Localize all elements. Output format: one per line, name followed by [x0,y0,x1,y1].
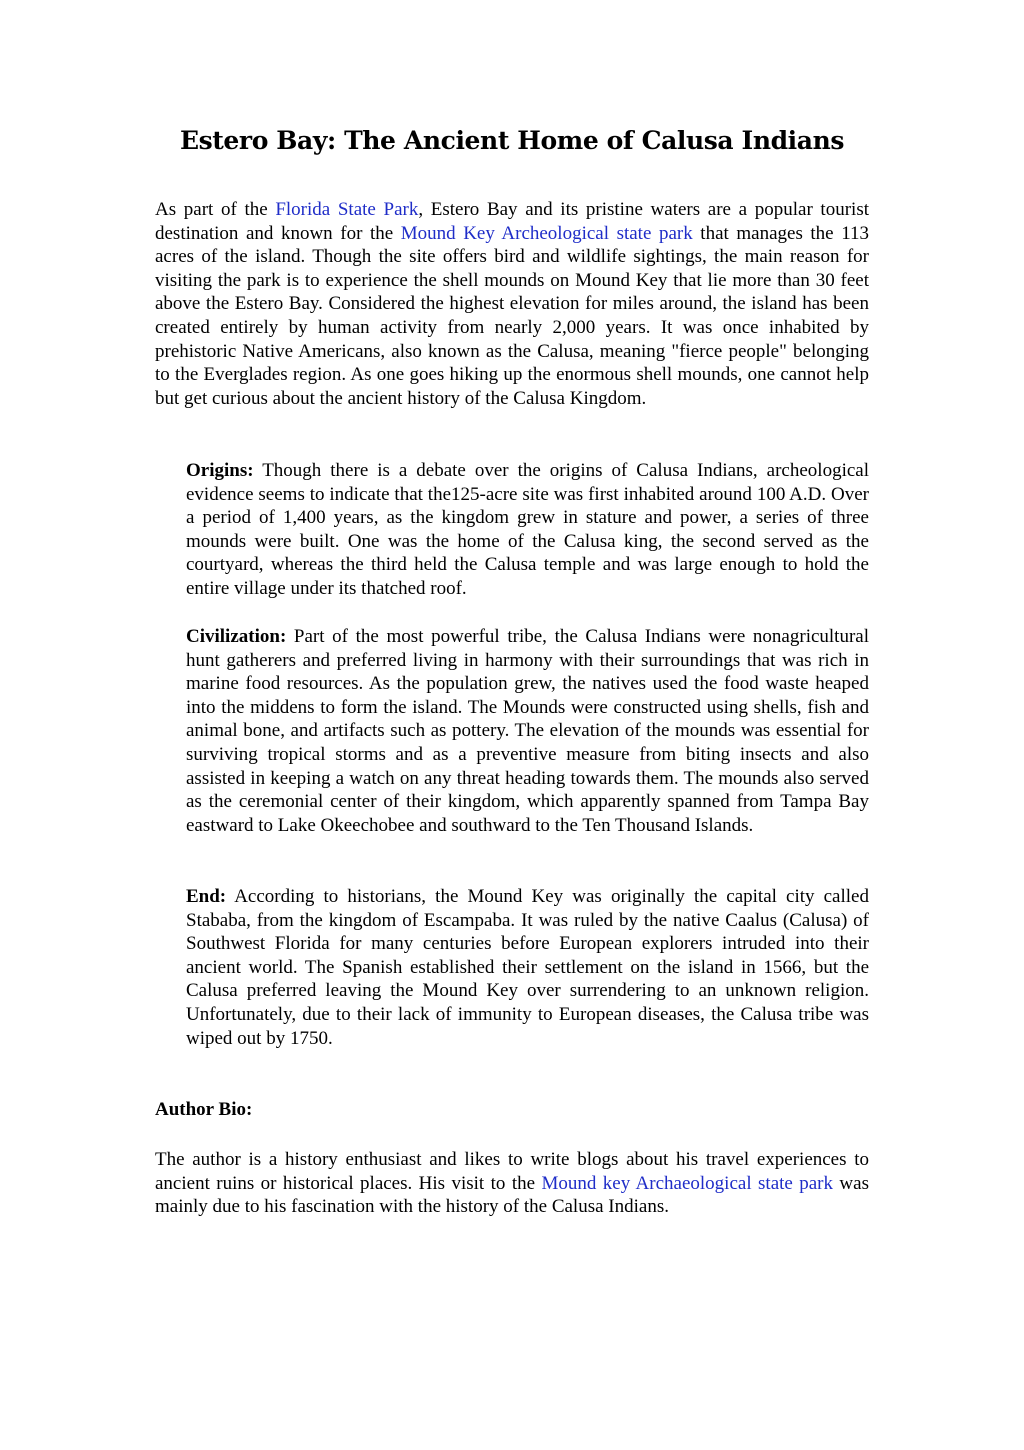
florida-state-park-link[interactable]: Florida State Park [275,199,419,220]
civilization-heading: Civilization: [186,626,287,647]
origins-body: Though there is a debate over the origins of Calusa Indians, archeological evidence seems to indicate that the125-acre site was first inhabited around 100 A.D. Over a period of 1,400 years, as the kingdom grew in stature and power, a series of three mounds were built. One was the home of the Calusa king, the second served as the courtyard, whereas the third held the Calusa temple and was large enough to hold the entire village under its thatched roof. [186,460,869,599]
mound-key-archaeological-link[interactable]: Mound key Archaeological state park [541,1172,834,1194]
author-bio-heading: Author Bio: [155,1099,253,1120]
mound-key-park-link[interactable]: Mound Key Archeological state park [400,222,693,244]
intro-text-3: that manages the 113 acres of the island. Though the site offers bird and wildlife sightings, the main reason for visiting the park is to experience the shell mounds on Mound Key that lie more than 30 feet above the Estero Bay. Considered the highest elevation for miles around, the island has been created entirely by human activity from nearly 2,000 years. It was once inhabited by prehistoric Native Americans, also known as the Calusa, meaning "fierce people" belonging to the Everglades region. As one goes hiking up the enormous shell mounds, one cannot help but get curious about the ancient history of the Calusa Kingdom. [155,222,869,409]
end-body: According to historians, the Mound Key was originally the capital city called Stababa, from the kingdom of Escampaba. It was ruled by the native Caalus (Calusa) of Southwest Florida for many centuries before European explorers intruded into their ancient world. The Spanish established their settlement on the island in 1566, but the Calusa preferred leaving the Mound Key over surrendering to an unknown religion. Unfortunately, due to their lack of immunity to European diseases, the Calusa tribe was wiped out by 1750. [186,886,869,1049]
origins-paragraph [186,459,869,601]
intro-text-2: , Estero Bay and its pristine waters are a popular tourist destination and known for the [155,199,869,244]
intro-text-1: As part of the [155,199,276,220]
civilization-body: Part of the most powerful tribe, the Calusa Indians were nonagricultural hunt gatherers and preferred living in harmony with their surroundings that was rich in marine food resources. As the population grew, the natives used the food waste heaped into the middens to form the island. The Mounds were constructed using shells, fish and animal bone, and artifacts such as pottery. The elevation of the mounds was essential for surviving tropical storms and as a preventive measure from biting insects and also assisted in keeping a watch on any threat heading towards them. The mounds also served as the ceremonial center of their kingdom, which apparently spanned from Tampa Bay eastward to Lake Okeechobee and southward to the Ten Thousand Islands. [186,626,869,836]
author-bio-text-1: The author is a history enthusiast and likes to write blogs about his travel experiences to ancient ruins or historical places. His visit to the [155,1149,869,1194]
origins-heading: Origins: [186,460,254,481]
end-paragraph [186,885,869,1050]
document-title: Estero Bay: The Ancient Home of Calusa Indians [179,126,845,155]
author-bio-text-2: was mainly due to his fascination with the history of the Calusa Indians. [155,1172,869,1218]
end-heading: End: [186,886,227,907]
civilization-paragraph [186,625,869,837]
author-bio-paragraph [155,1148,869,1219]
intro-paragraph [155,198,869,410]
